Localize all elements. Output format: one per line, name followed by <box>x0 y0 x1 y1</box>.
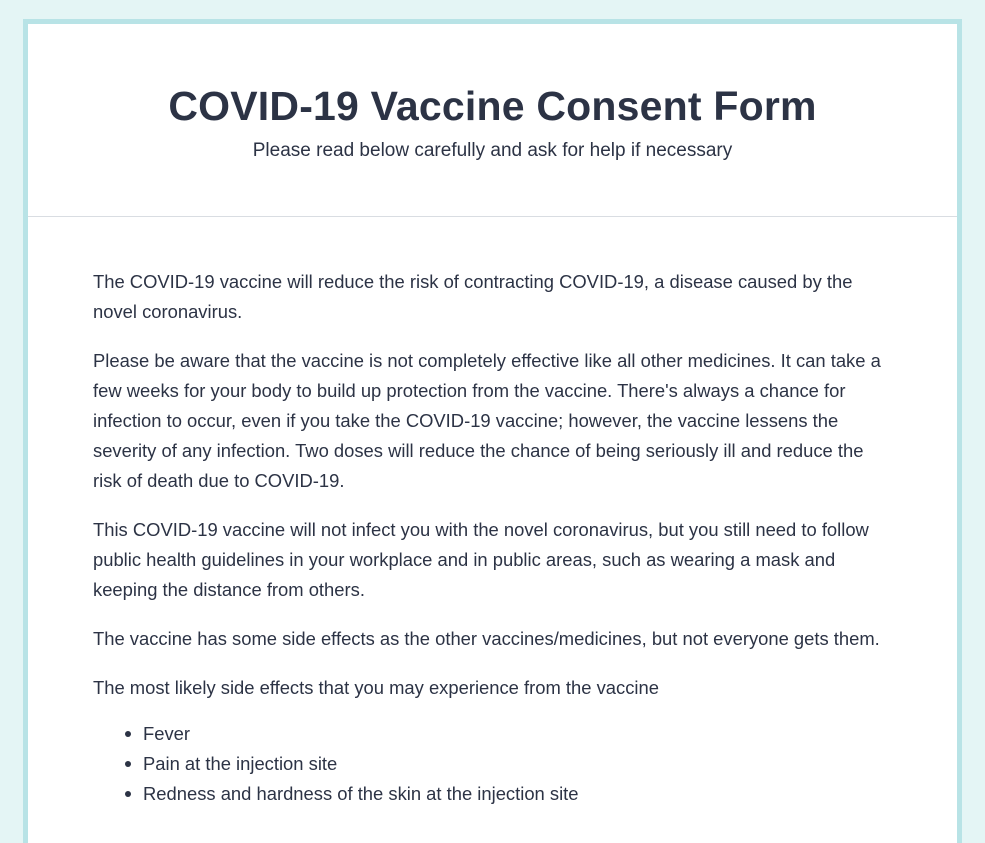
list-item <box>125 779 887 809</box>
list-item-label: Pain at the injection site <box>143 753 338 774</box>
form-card <box>23 19 962 843</box>
list-item <box>125 749 887 779</box>
form-title: COVID-19 Vaccine Consent Form <box>168 83 817 129</box>
paragraph-effectiveness: Please be aware that the vaccine is not completely effective like all other medicines. It can take a few weeks for your body to build up protection from the vaccine. There's always a chance for infection to occur, even if you take the COVID-19 vaccine; however, the vaccine lessens the severity of any infection. Two doses will reduce the chance of being seriously ill and reduce the risk of death due to COVID-19. <box>93 350 881 491</box>
form-body <box>28 217 957 809</box>
form-subtitle: Please read below carefully and ask for help if necessary <box>252 140 733 161</box>
list-item <box>125 719 887 749</box>
list-item-label: Redness and hardness of the skin at the injection site <box>143 783 579 804</box>
bullet-icon <box>125 731 131 737</box>
list-item-label: Fever <box>143 723 191 744</box>
bullet-icon <box>125 761 131 767</box>
paragraph-side-effects-intro: The vaccine has some side effects as the other vaccines/medicines, but not everyone gets them. <box>93 628 880 649</box>
form-header <box>28 24 957 217</box>
paragraph-intro: The COVID-19 vaccine will reduce the risk of contracting COVID-19, a disease caused by the novel coronavirus. <box>93 271 853 322</box>
side-effects-list <box>93 719 887 809</box>
bullet-icon <box>125 791 131 797</box>
paragraph-likely-side-effects: The most likely side effects that you may experience from the vaccine <box>93 677 659 698</box>
paragraph-guidelines: This COVID-19 vaccine will not infect you with the novel coronavirus, but you still need to follow public health guidelines in your workplace and in public areas, such as wearing a mask and keeping the distance from others. <box>93 519 869 600</box>
